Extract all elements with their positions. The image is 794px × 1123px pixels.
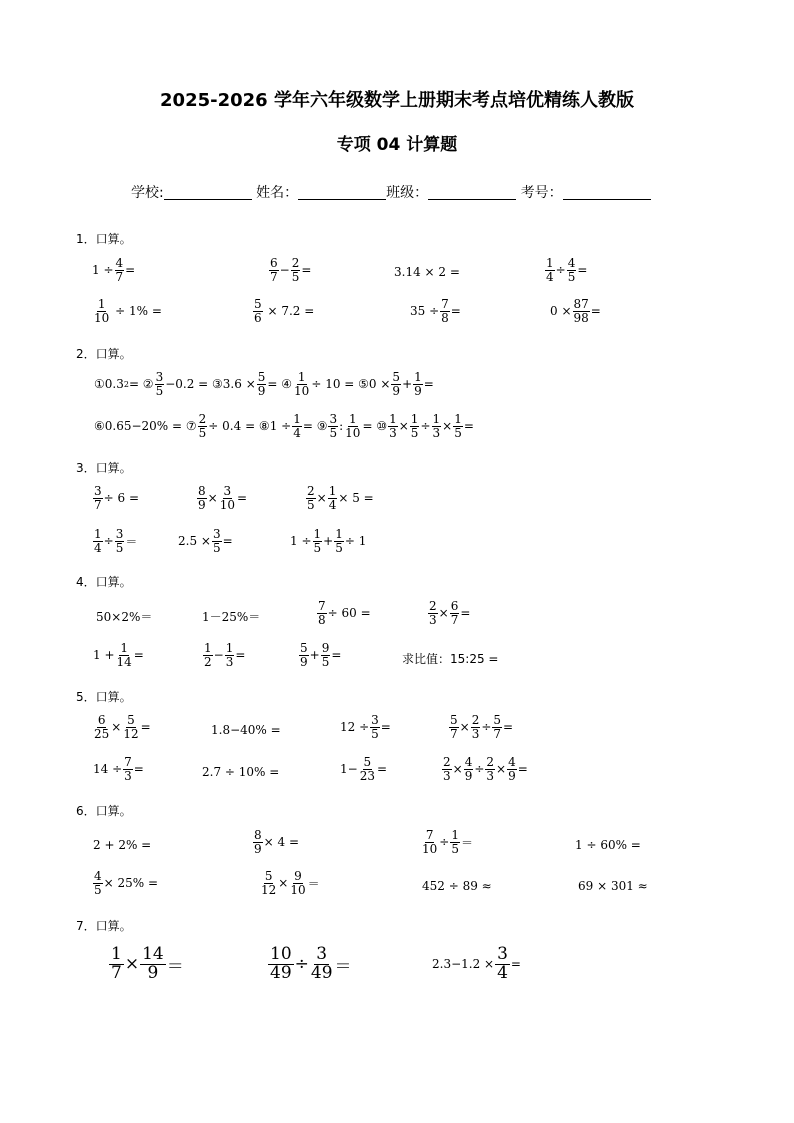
problem-6-1: 2 + 2% = bbox=[93, 838, 152, 852]
section-2-label: 2．口算。 bbox=[76, 347, 132, 361]
section-6-label: 6．口算。 bbox=[76, 804, 132, 818]
document-subtitle: 专项 04 计算题 bbox=[336, 135, 458, 155]
problem-6-5: $\frac{4}{5}$ × 25% = bbox=[94, 869, 159, 897]
exam-no-label: 考号： bbox=[520, 185, 563, 201]
student-info-row bbox=[131, 182, 651, 202]
section-5-label: 5．口算。 bbox=[76, 690, 132, 704]
problem-7-3: 2.3−1.2 × $\frac{3}{4}$ = bbox=[432, 944, 521, 983]
problem-3-6: 1 ÷ $\frac{1}{5}$ + $\frac{1}{5}$ ÷ 1 bbox=[290, 527, 367, 555]
problem-5-7: 1− $\frac{5}{23}$ = bbox=[340, 755, 388, 783]
problem-4-4: $\frac{2}{3}$ × $\frac{6}{7}$ = bbox=[429, 599, 471, 627]
name-label: 姓名： bbox=[256, 185, 299, 201]
problem-4-5: 1 + $\frac{1}{14}$ = bbox=[93, 641, 144, 669]
problem-6-3: $\frac{7}{10}$ ÷ $\frac{1}{5}$ ＝ bbox=[422, 828, 473, 856]
document-title: 2025-2026 学年六年级数学上册期末考点培优精练人教版 bbox=[160, 90, 634, 111]
problem-1-7: 35 ÷ $\frac{7}{8}$ = bbox=[410, 297, 461, 325]
problem-1-4: $\frac{1}{4}$ ÷ $\frac{4}{5}$ = bbox=[546, 256, 588, 284]
problem-6-7: 452 ÷ 89 ≈ bbox=[422, 879, 492, 893]
problem-2-row-1: ①0.3 2 = ② $\frac{3}{5}$ −0.2 = ③3.6 × $\frac{5}{9}$ = ④ $\frac{1}{10}$ ÷ 10 = ⑤0 × $\frac{5}{9}$ + $\frac{1}{9}$ = bbox=[94, 370, 434, 398]
problem-5-8: $\frac{2}{3}$ × $\frac{4}{9}$ ÷ $\frac{2}{3}$ × $\frac{4}{9}$ = bbox=[443, 755, 528, 783]
problem-5-2: 1.8−40% = bbox=[211, 723, 281, 737]
problem-4-7: $\frac{5}{9}$ + $\frac{9}{5}$ = bbox=[300, 641, 342, 669]
problem-1-2: $\frac{6}{7}$ − $\frac{2}{5}$ = bbox=[270, 256, 312, 284]
problem-6-8: 69 × 301 ≈ bbox=[578, 879, 648, 893]
section-1-label: 1．口算。 bbox=[76, 232, 132, 246]
problem-1-1: 1 ÷ $\frac{4}{7}$ = bbox=[92, 256, 136, 284]
problem-3-4: $\frac{1}{4}$ ÷ $\frac{3}{5}$ ＝ bbox=[94, 527, 138, 555]
section-3-label: 3．口算。 bbox=[76, 461, 132, 475]
problem-1-5: $\frac{1}{10}$ ÷ 1% = bbox=[94, 297, 162, 325]
school-blank[interactable] bbox=[164, 184, 252, 200]
problem-7-1: $\frac{1}{7}$ × $\frac{14}{9}$ ＝ bbox=[111, 944, 184, 983]
problem-6-6: $\frac{5}{12}$ × $\frac{9}{10}$ ＝ bbox=[261, 869, 320, 897]
problem-1-3: 3.14 × 2 = bbox=[394, 265, 460, 279]
class-label: 班级： bbox=[386, 185, 429, 201]
problem-4-1: 50×2%＝ bbox=[96, 610, 153, 624]
name-blank[interactable] bbox=[298, 184, 386, 200]
section-7-label: 7．口算。 bbox=[76, 919, 132, 933]
problem-5-6: 2.7 ÷ 10% = bbox=[202, 765, 280, 779]
problem-7-2: $\frac{10}{49}$ ÷ $\frac{3}{49}$ ＝ bbox=[270, 944, 352, 983]
exam-no-blank[interactable] bbox=[563, 184, 651, 200]
problem-4-8: 求比值：15:25 = bbox=[402, 652, 499, 666]
problem-6-4: 1 ÷ 60% = bbox=[575, 838, 641, 852]
problem-4-3: $\frac{7}{8}$ ÷ 60 = bbox=[318, 599, 371, 627]
section-4-label: 4．口算。 bbox=[76, 575, 132, 589]
problem-5-1: $\frac{6}{25}$ × $\frac{5}{12}$ = bbox=[94, 713, 151, 741]
problem-3-3: $\frac{2}{5}$ × $\frac{1}{4}$ × 5 = bbox=[307, 484, 374, 512]
problem-5-5: 14 ÷ $\frac{7}{3}$ = bbox=[93, 755, 144, 783]
problem-5-3: 12 ÷ $\frac{3}{5}$ = bbox=[340, 713, 391, 741]
problem-4-2: 1－25%＝ bbox=[202, 610, 261, 624]
problem-1-6: $\frac{5}{6}$ × 7.2 = bbox=[254, 297, 315, 325]
school-label: 学校: bbox=[131, 185, 164, 201]
problem-4-6: $\frac{1}{2}$ − $\frac{1}{3}$ = bbox=[204, 641, 246, 669]
class-blank[interactable] bbox=[428, 184, 516, 200]
problem-1-8: 0 × $\frac{87}{98}$ = bbox=[550, 297, 601, 325]
problem-2-row-2: ⑥0.65−20% = ⑦ $\frac{2}{5}$ ÷ 0.4 = ⑧1 ÷ $\frac{1}{4}$ = ⑨ $\frac{3}{5}$ : $\frac{1}{10}$ = ⑩ $\frac{1}{3}$ × $\frac{1}{5}$ ÷ $\frac{1}{3}$ × $\frac{1}{5}$ = bbox=[94, 412, 474, 440]
problem-5-4: $\frac{5}{7}$ × $\frac{2}{3}$ ÷ $\frac{5}{7}$ = bbox=[450, 713, 514, 741]
problem-3-2: $\frac{8}{9}$ × $\frac{3}{10}$ = bbox=[198, 484, 248, 512]
problem-3-5: 2.5 × $\frac{3}{5}$ = bbox=[178, 527, 233, 555]
problem-6-2: $\frac{8}{9}$ × 4 = bbox=[254, 828, 300, 856]
problem-3-1: $\frac{3}{7}$ ÷ 6 = bbox=[94, 484, 140, 512]
